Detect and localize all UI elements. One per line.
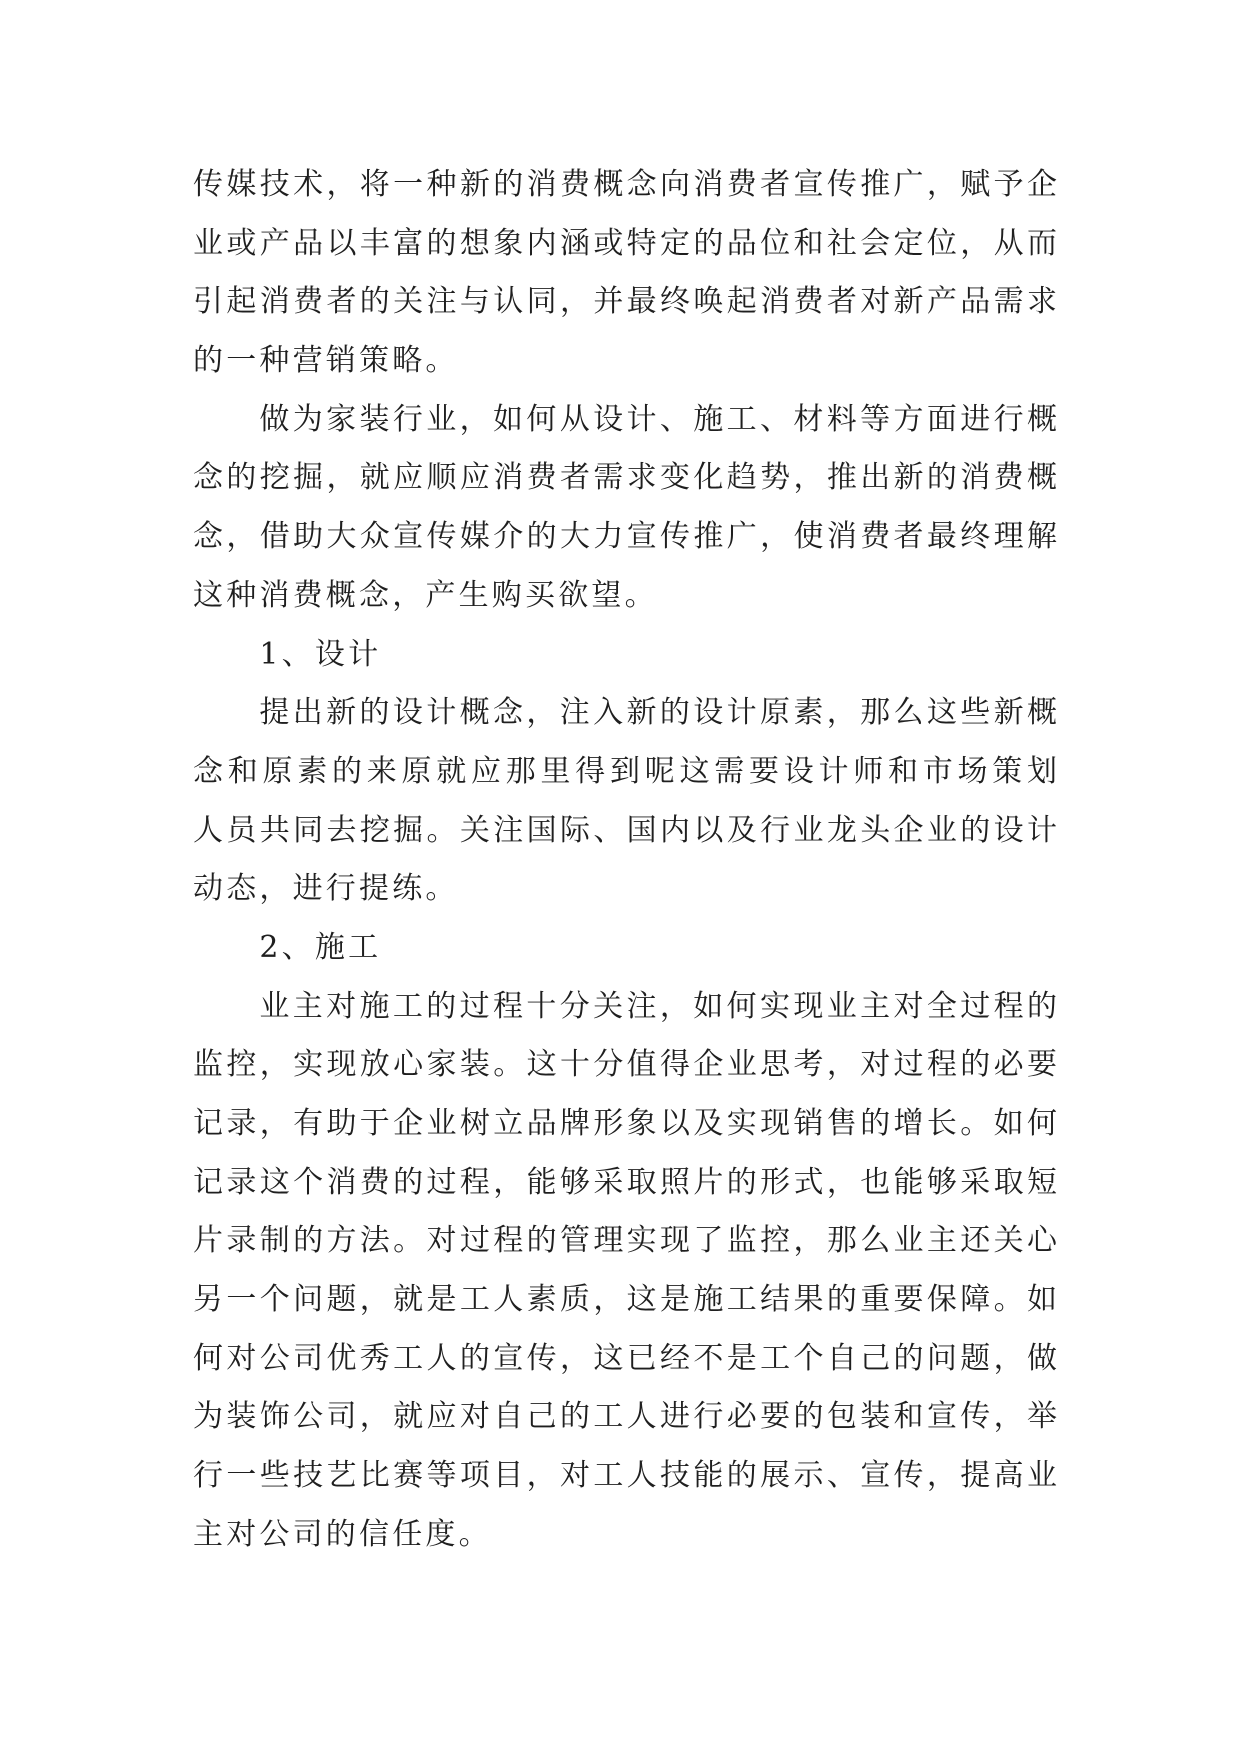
text-line: 业主对施工的过程十分关注，如何实现业主对全过程的	[259, 988, 1057, 1024]
text-line: 另一个问题，就是工人素质，这是施工结果的重要保障。如	[193, 1282, 1057, 1318]
text-line: 片录制的方法。对过程的管理实现了监控，那么业主还关心	[193, 1223, 1057, 1259]
paragraph	[193, 684, 1057, 919]
text-line: 为装饰公司，就应对自己的工人进行必要的包装和宣传，举	[193, 1399, 1057, 1435]
text-line: 引起消费者的关注与认同，并最终唤起消费者对新产品需求	[193, 284, 1057, 320]
text-line: 提出新的设计概念，注入新的设计原素，那么这些新概	[259, 695, 1057, 731]
text-line: 传媒技术，将一种新的消费概念向消费者宣传推广，赋予企	[193, 167, 1057, 202]
section-heading-text: 1、设计	[259, 636, 382, 672]
text-line: 记录，有助于企业树立品牌形象以及实现销售的增长。如何	[193, 1106, 1057, 1141]
text-line: 人员共同去挖掘。关注国际、国内以及行业龙头企业的设计	[193, 812, 1057, 848]
text-line: 业或产品以丰富的想象内涵或特定的品位和社会定位，从而	[193, 225, 1057, 261]
section-heading-text: 2、施工	[259, 929, 382, 965]
text-line: 的一种营销策略。	[193, 343, 459, 379]
section-heading	[193, 626, 1057, 685]
text-line: 念，借助大众宣传媒介的大力宣传推广，使消费者最终理解	[193, 519, 1057, 555]
text-line: 行一些技艺比赛等项目，对工人技能的展示、宣传，提高业	[193, 1458, 1057, 1494]
text-line: 何对公司优秀工人的宣传，这已经不是工个自己的问题，做	[193, 1340, 1057, 1376]
text-line: 记录这个消费的过程，能够采取照片的形式，也能够采取短	[193, 1164, 1057, 1200]
section-heading	[193, 919, 1057, 978]
text-line: 做为家装行业，如何从设计、施工、材料等方面进行概	[259, 401, 1057, 437]
document-body	[193, 156, 1057, 1565]
text-line: 监控，实现放心家装。这十分值得企业思考，对过程的必要	[193, 1047, 1057, 1083]
paragraph	[193, 978, 1057, 1565]
paragraph	[193, 156, 1057, 391]
text-line: 这种消费概念，产生购买欲望。	[193, 577, 658, 613]
paragraph	[193, 391, 1057, 626]
text-line: 念和原素的来原就应那里得到呢这需要设计师和市场策划	[193, 753, 1057, 789]
text-line: 主对公司的信任度。	[193, 1516, 492, 1552]
text-line: 动态，进行提练。	[193, 871, 459, 907]
text-line: 念的挖掘，就应顺应消费者需求变化趋势，推出新的消费概	[193, 460, 1057, 496]
